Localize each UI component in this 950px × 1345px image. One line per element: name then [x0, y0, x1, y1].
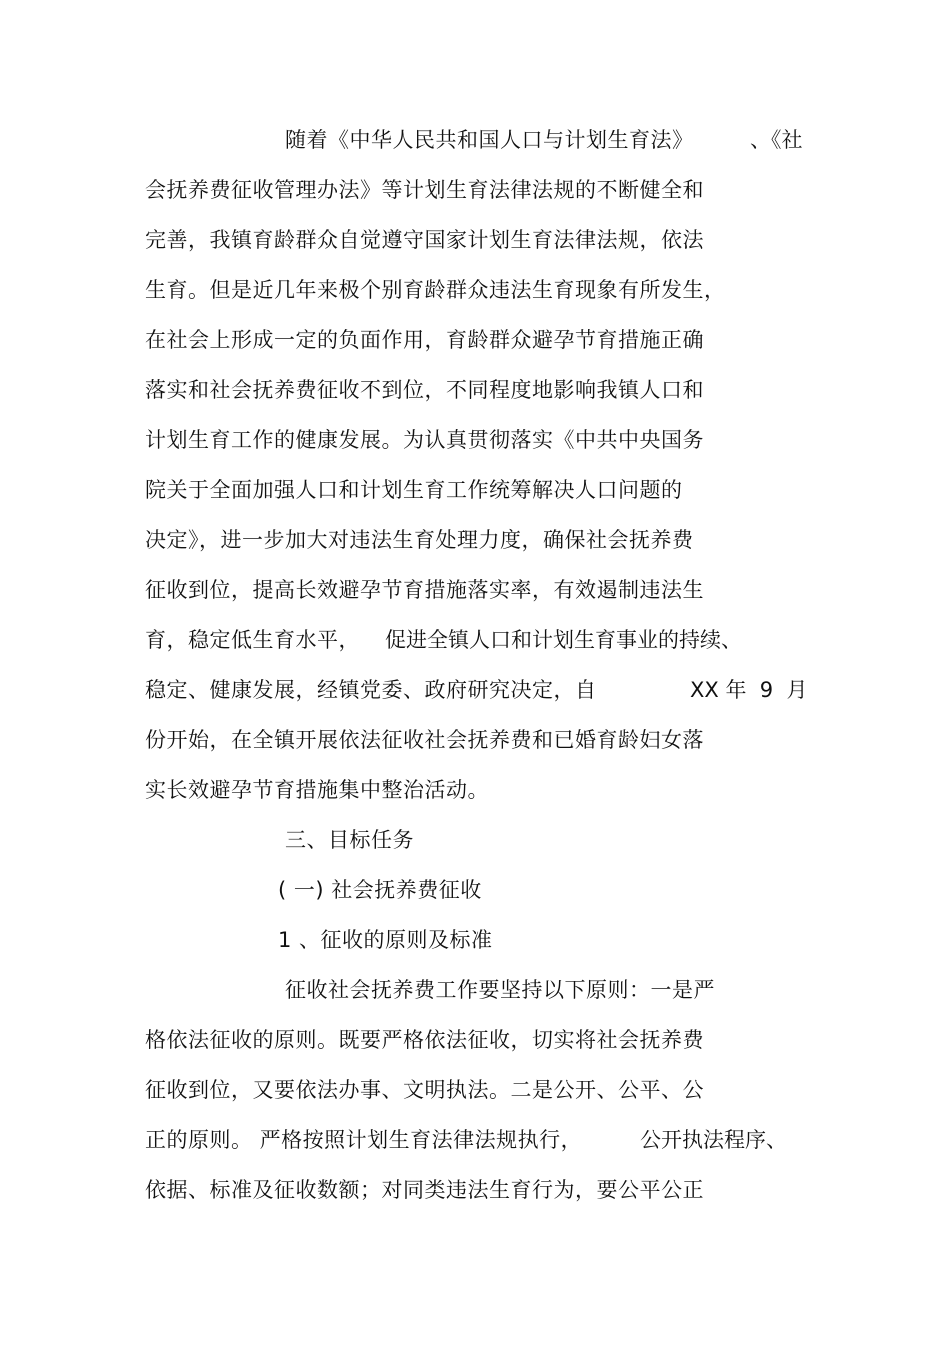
- paragraph-line: 在社会上形成一定的负面作用，育龄群众避孕节育措施正确: [145, 328, 704, 352]
- paragraph-line: 征收社会抚养费工作要坚持以下原则：一是严: [285, 978, 715, 1002]
- paragraph-line-tail: 、《社: [750, 128, 803, 152]
- paragraph-line: 决定》，进一步加大对违法生育处理力度，确保社会抚养费: [145, 528, 694, 552]
- subsection-heading: ( 一) 社会抚养费征收: [278, 878, 482, 902]
- paragraph-line: 正的原则。 严格按照计划生育法律法规执行，: [145, 1128, 583, 1152]
- paragraph-line: 会抚养费征收管理办法》等计划生育法律法规的不断健全和: [145, 178, 704, 202]
- paragraph-line: 征收到位，又要依法办事、文明执法。二是公开、公平、公: [145, 1078, 704, 1102]
- paragraph-line: 依据、标准及征收数额；对同类违法生育行为，要公平公正: [145, 1178, 704, 1202]
- item-heading: 1 、征收的原则及标准: [278, 928, 493, 952]
- paragraph-line: 育，稳定低生育水平，: [145, 628, 360, 652]
- paragraph-line: 格依法征收的原则。既要严格依法征收，切实将社会抚养费: [145, 1028, 704, 1052]
- paragraph-line: 生育。但是近几年来极个别育龄群众违法生育现象有所发生，: [145, 278, 726, 302]
- section-heading: 三、目标任务: [285, 828, 414, 852]
- paragraph-line: 计划生育工作的健康发展。为认真贯彻落实《中共中央国务: [145, 428, 704, 452]
- paragraph-line: 随着《中华人民共和国人口与计划生育法》: [285, 128, 694, 152]
- paragraph-line-tail: 促进全镇人口和计划生育事业的持续、: [385, 628, 742, 652]
- paragraph-line: 落实和社会抚养费征收不到位，不同程度地影响我镇人口和: [145, 378, 704, 402]
- paragraph-line-tail: XX 年 9 月: [690, 678, 808, 702]
- paragraph-line: 份开始，在全镇开展依法征收社会抚养费和已婚育龄妇女落: [145, 728, 704, 752]
- paragraph-line: 实长效避孕节育措施集中整治活动。: [145, 778, 489, 802]
- paragraph-line: 征收到位，提高长效避孕节育措施落实率，有效遏制违法生: [145, 578, 704, 602]
- paragraph-line: 完善，我镇育龄群众自觉遵守国家计划生育法律法规，依法: [145, 228, 704, 252]
- paragraph-line: 院关于全面加强人口和计划生育工作统筹解决人口问题的: [145, 478, 683, 502]
- paragraph-line: 稳定、健康发展，经镇党委、政府研究决定，自: [145, 678, 597, 702]
- paragraph-line-tail: 公开执法程序、: [640, 1128, 787, 1152]
